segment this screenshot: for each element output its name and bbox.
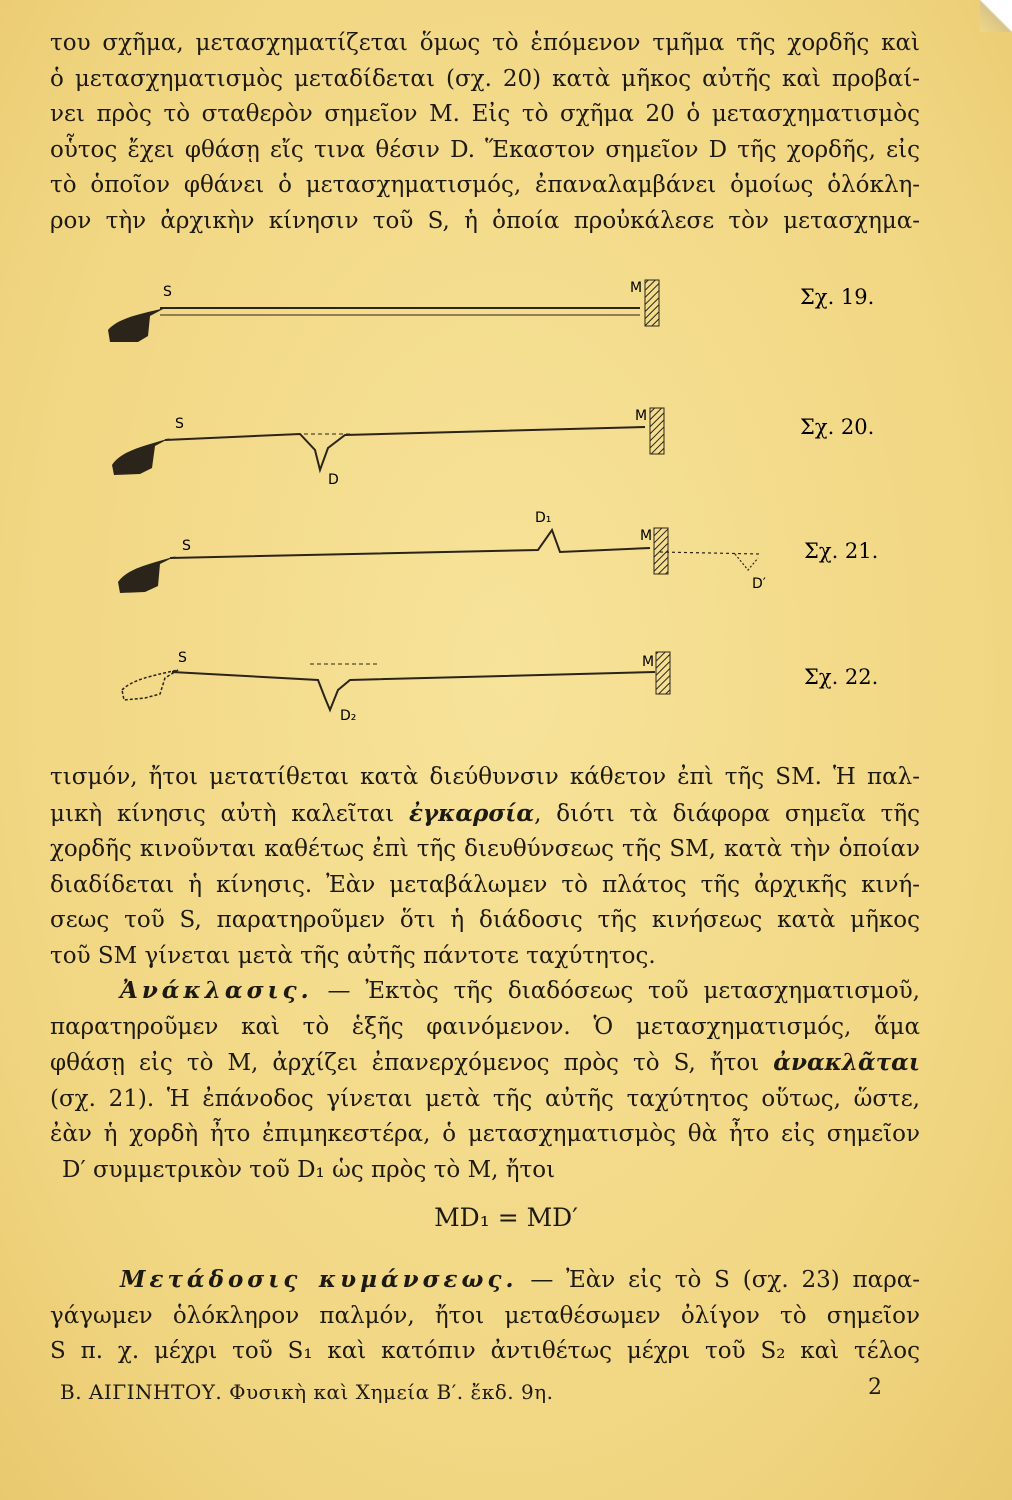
label-s: S: [163, 284, 172, 300]
text-line: S π. χ. μέχρι τοῦ S₁ καὶ κατόπιν ἀντιθέτως μέχρι τοῦ S₂ καὶ τέλος: [50, 1338, 920, 1364]
label-d: D: [328, 472, 339, 488]
figure-caption: Σχ. 19.: [800, 285, 875, 309]
hand-icon: [122, 670, 178, 700]
term-reflected: ἀνακλᾶται: [773, 1049, 921, 1076]
label-m: M: [640, 528, 653, 544]
text-segment: μικὴ κίνησις αὐτὴ καλεῖται: [50, 800, 395, 827]
text-line: σεως τοῦ S, παρατηροῦμεν ὅτι ἡ διάδοσις τῆς κινήσεως κατὰ μῆκος: [50, 907, 920, 933]
label-s: S: [178, 650, 187, 666]
label-m: M: [630, 280, 643, 296]
wall-hatch: [654, 528, 668, 574]
text-segment: φθάσῃ εἰς τὸ Μ, ἀρχίζει ἐπανερχόμενος πρὸς τὸ S, ἤτοι: [50, 1050, 760, 1076]
text-line: γάγωμεν ὁλόκληρον παλμόν, ἤτοι μεταθέσωμεν ὀλίγον τὸ σημεῖον: [50, 1302, 920, 1329]
text-line: [50, 1045, 920, 1082]
section-heading-reflection: Ἀνάκλασις.: [120, 977, 313, 1004]
label-m: M: [642, 654, 655, 670]
text-line: (σχ. 21). Ἡ ἐπάνοδος γίνεται μετὰ τῆς αὐτῆς ταχύτητος οὕτως, ὥστε,: [50, 1085, 920, 1112]
equation: MD₁ = MD′: [434, 1203, 578, 1232]
text-line: του σχῆμα, μετασχηματίζεται ὅμως τὸ ἑπόμενον τμῆμα τῆς χορδῆς καὶ: [50, 30, 920, 56]
text-line: [50, 1262, 920, 1299]
figure-caption: Σχ. 22.: [804, 665, 879, 689]
text-line: οὗτος ἔχει φθάσῃ εἴς τινα θέσιν D. Ἕκαστον σημεῖον D τῆς χορδῆς, εἰς: [50, 136, 920, 163]
figure-caption: Σχ. 21.: [804, 539, 879, 563]
text-line: τὸ ὁποῖον φθάνει ὁ μετασχηματισμός, ἐπαναλαμβάνει ὁμοίως ὁλόκλη-: [50, 172, 920, 198]
string-line: [172, 672, 655, 710]
text-line: ὁ μετασχηματισμὸς μεταδίδεται (σχ. 20) κατὰ μῆκος αὐτῆς καὶ προβαί-: [50, 65, 920, 92]
text-line: [50, 796, 920, 833]
text-line: ρον τὴν ἀρχικὴν κίνησιν τοῦ S, ἡ ὁποία προὐκάλεσε τὸν μετασχημα-: [50, 207, 920, 234]
paragraph-1: [50, 26, 920, 239]
wall-hatch: [656, 652, 670, 694]
page-corner: [980, 0, 1012, 32]
section-heading-wave-transmission: Μετάδοσις κυμάνσεως.: [120, 1266, 518, 1293]
label-m: M: [635, 408, 648, 424]
figure-caption: Σχ. 20.: [800, 415, 875, 439]
hand-icon: [118, 556, 176, 593]
page-number: 2: [868, 1375, 882, 1400]
label-s: S: [175, 416, 184, 432]
text-line: D′ συμμετρικὸν τοῦ D₁ ὡς πρὸς τὸ Μ, ἤτοι: [62, 1156, 556, 1183]
text-line: [50, 973, 920, 1010]
label-s: S: [182, 538, 191, 554]
paragraph-4: [50, 1262, 920, 1370]
text-line: νει πρὸς τὸ σταθερὸν σημεῖον Μ. Εἰς τὸ σχῆμα 20 ὁ μετασχηματισμὸς: [50, 101, 920, 127]
text-line: τισμόν, ἤτοι μετατίθεται κατὰ διεύθυνσιν κάθετον ἐπὶ τῆς SM. Ἡ παλ-: [50, 764, 920, 790]
text-line: παρατηροῦμεν καὶ τὸ ἑξῆς φαινόμενον. Ὁ μετασχηματισμός, ἅμα: [50, 1013, 920, 1040]
text-line: τοῦ SM γίνεται μετὰ τῆς αὐτῆς πάντοτε ταχύτητος.: [50, 942, 656, 969]
text-line: ἐὰν ἡ χορδὴ ἦτο ἐπιμηκεστέρα, ὁ μετασχηματισμὸς θὰ ἦτο εἰς σημεῖον: [50, 1121, 920, 1147]
wall-hatch: [650, 408, 664, 454]
string-wave-figures: [0, 270, 1012, 750]
label-d-prime: D′: [752, 576, 766, 592]
text-segment: — Ἐκτὸς τῆς διαδόσεως τοῦ μετασχηματισμοῦ,: [327, 978, 920, 1004]
wall-hatch: [645, 280, 659, 326]
label-d2: D₂: [340, 708, 357, 724]
figure-21: [118, 510, 878, 593]
string-line: [170, 528, 653, 558]
figure-19: [108, 280, 874, 342]
dashed-extension: [660, 552, 760, 554]
string-line: [165, 427, 645, 470]
reflected-pulse: [735, 554, 758, 570]
text-segment: , διότι τὰ διάφορα σημεῖα τῆς: [534, 800, 920, 827]
text-line: χορδῆς κινοῦνται καθέτως ἐπὶ τῆς διευθύνσεως τῆς SM, κατὰ τὴν ὁποίαν: [50, 836, 920, 862]
text-segment: — Ἐὰν εἰς τὸ S (σχ. 23) παρα-: [530, 1267, 921, 1293]
term-transverse: ἐγκαρσία: [408, 799, 535, 827]
text-line: διαδίδεται ἡ κίνησις. Ἐὰν μεταβάλωμεν τὸ πλάτος τῆς ἀρχικῆς κινή-: [50, 871, 920, 898]
hand-icon: [108, 308, 165, 342]
paragraph-2: [50, 760, 920, 974]
figure-22: [122, 650, 878, 724]
paragraph-3: [50, 973, 920, 1188]
page-footer: Β. ΑΙΓΙΝΗΤΟΥ. Φυσικὴ καὶ Χημεία Β′. ἔκδ. 9η.: [60, 1380, 554, 1404]
label-d1: D₁: [535, 510, 552, 526]
hand-icon: [112, 438, 170, 475]
figure-20: [112, 408, 874, 488]
